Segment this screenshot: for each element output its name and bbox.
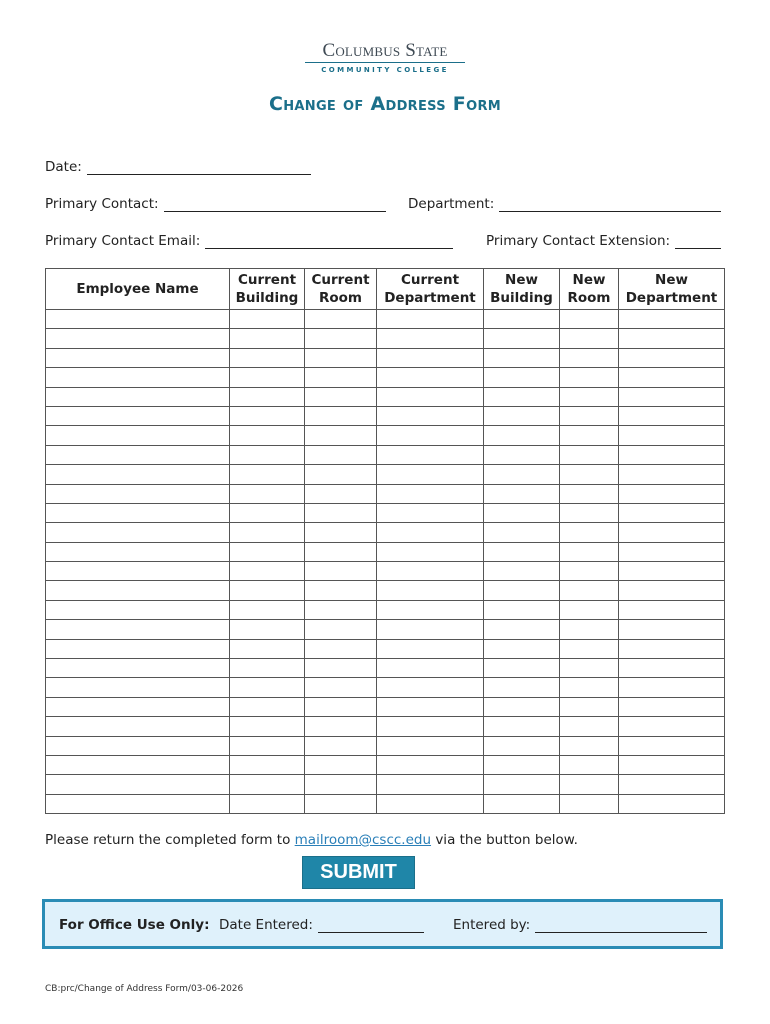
cell-current-building[interactable] — [230, 678, 305, 697]
cell-current-building[interactable] — [230, 445, 305, 464]
cell-current-room[interactable] — [305, 775, 377, 794]
return-text-prefix: Please return the completed form to — [45, 832, 295, 848]
cell-employee-name[interactable] — [46, 465, 230, 484]
column-header-new-room: New Room — [560, 269, 619, 310]
cell-employee-name[interactable] — [46, 659, 230, 678]
cell-current-building[interactable] — [230, 387, 305, 406]
cell-current-building[interactable] — [230, 465, 305, 484]
cell-new-building[interactable] — [484, 503, 560, 522]
cell-new-department[interactable] — [619, 484, 725, 503]
cell-new-room[interactable] — [560, 697, 619, 716]
cell-current-department[interactable] — [377, 426, 484, 445]
primary-contact-email-input-line[interactable] — [205, 234, 453, 249]
cell-new-department[interactable] — [619, 523, 725, 542]
cell-new-room[interactable] — [560, 794, 619, 813]
cell-new-department[interactable] — [619, 659, 725, 678]
cell-new-room[interactable] — [560, 755, 619, 774]
cell-current-room[interactable] — [305, 503, 377, 522]
table-row — [46, 775, 725, 794]
cell-new-building[interactable] — [484, 406, 560, 425]
cell-employee-name[interactable] — [46, 562, 230, 581]
table-row — [46, 794, 725, 813]
cell-new-building[interactable] — [484, 387, 560, 406]
table-header-row — [46, 269, 725, 310]
table-row — [46, 620, 725, 639]
cell-new-room[interactable] — [560, 329, 619, 348]
date-entered-field — [219, 917, 424, 933]
cell-new-department[interactable] — [619, 445, 725, 464]
cell-employee-name[interactable] — [46, 620, 230, 639]
table-row — [46, 639, 725, 658]
cell-employee-name[interactable] — [46, 310, 230, 329]
primary-contact-extension-input-line[interactable] — [675, 234, 721, 249]
cell-employee-name[interactable] — [46, 348, 230, 367]
cell-current-department[interactable] — [377, 542, 484, 561]
cell-new-room[interactable] — [560, 659, 619, 678]
cell-current-building[interactable] — [230, 775, 305, 794]
cell-new-room[interactable] — [560, 310, 619, 329]
table-row — [46, 678, 725, 697]
cell-current-department[interactable] — [377, 387, 484, 406]
logo-divider — [305, 62, 465, 63]
department-field — [408, 196, 721, 212]
cell-new-building[interactable] — [484, 581, 560, 600]
cell-current-building[interactable] — [230, 348, 305, 367]
cell-current-department[interactable] — [377, 600, 484, 619]
cell-new-department[interactable] — [619, 600, 725, 619]
cell-employee-name[interactable] — [46, 368, 230, 387]
cell-new-building[interactable] — [484, 523, 560, 542]
document-footer: CB:prc/Change of Address Form/03-06-2026 — [45, 984, 244, 994]
employee-address-table — [45, 268, 725, 814]
cell-current-room[interactable] — [305, 406, 377, 425]
column-header-current-department: Current Department — [377, 269, 484, 310]
cell-employee-name[interactable] — [46, 678, 230, 697]
office-use-box — [42, 899, 723, 949]
cell-current-room[interactable] — [305, 465, 377, 484]
cell-current-room[interactable] — [305, 717, 377, 736]
cell-current-room[interactable] — [305, 348, 377, 367]
column-header-employee-name: Employee Name — [46, 269, 230, 310]
cell-current-department[interactable] — [377, 368, 484, 387]
cell-new-building[interactable] — [484, 542, 560, 561]
cell-current-building[interactable] — [230, 794, 305, 813]
cell-new-building[interactable] — [484, 639, 560, 658]
office-use-label: For Office Use Only: — [59, 917, 210, 933]
cell-new-building[interactable] — [484, 678, 560, 697]
cell-current-building[interactable] — [230, 736, 305, 755]
cell-employee-name[interactable] — [46, 542, 230, 561]
cell-new-room[interactable] — [560, 600, 619, 619]
cell-new-building[interactable] — [484, 620, 560, 639]
cell-current-department[interactable] — [377, 659, 484, 678]
cell-new-building[interactable] — [484, 775, 560, 794]
cell-new-department[interactable] — [619, 755, 725, 774]
cell-new-department[interactable] — [619, 406, 725, 425]
entered-by-input-line[interactable] — [535, 918, 707, 933]
column-header-new-department: New Department — [619, 269, 725, 310]
cell-current-building[interactable] — [230, 426, 305, 445]
cell-current-building[interactable] — [230, 542, 305, 561]
entered-by-label: Entered by: — [453, 917, 531, 933]
cell-current-room[interactable] — [305, 794, 377, 813]
cell-current-room[interactable] — [305, 484, 377, 503]
cell-employee-name[interactable] — [46, 484, 230, 503]
cell-current-department[interactable] — [377, 445, 484, 464]
cell-current-department[interactable] — [377, 639, 484, 658]
cell-current-building[interactable] — [230, 503, 305, 522]
cell-current-department[interactable] — [377, 503, 484, 522]
cell-new-room[interactable] — [560, 678, 619, 697]
table-row — [46, 310, 725, 329]
department-label: Department: — [408, 196, 495, 212]
cell-new-room[interactable] — [560, 445, 619, 464]
cell-new-building[interactable] — [484, 368, 560, 387]
cell-current-department[interactable] — [377, 581, 484, 600]
cell-current-building[interactable] — [230, 406, 305, 425]
cell-employee-name[interactable] — [46, 503, 230, 522]
cell-new-room[interactable] — [560, 387, 619, 406]
cell-current-department[interactable] — [377, 310, 484, 329]
cell-current-department[interactable] — [377, 465, 484, 484]
cell-current-room[interactable] — [305, 387, 377, 406]
cell-current-department[interactable] — [377, 562, 484, 581]
return-instructions — [45, 832, 578, 848]
cell-employee-name[interactable] — [46, 523, 230, 542]
cell-current-building[interactable] — [230, 639, 305, 658]
cell-new-building[interactable] — [484, 697, 560, 716]
cell-new-room[interactable] — [560, 348, 619, 367]
cell-new-department[interactable] — [619, 503, 725, 522]
cell-current-room[interactable] — [305, 368, 377, 387]
cell-current-building[interactable] — [230, 717, 305, 736]
college-logo — [305, 40, 465, 74]
cell-new-department[interactable] — [619, 542, 725, 561]
table-row — [46, 523, 725, 542]
cell-new-building[interactable] — [484, 426, 560, 445]
table-row — [46, 659, 725, 678]
cell-new-department[interactable] — [619, 387, 725, 406]
cell-new-department[interactable] — [619, 736, 725, 755]
cell-new-department[interactable] — [619, 639, 725, 658]
cell-current-room[interactable] — [305, 426, 377, 445]
logo-name: Columbus State — [322, 40, 448, 61]
cell-new-building[interactable] — [484, 329, 560, 348]
cell-current-department[interactable] — [377, 736, 484, 755]
cell-current-room[interactable] — [305, 659, 377, 678]
table-row — [46, 503, 725, 522]
cell-new-room[interactable] — [560, 426, 619, 445]
cell-current-building[interactable] — [230, 310, 305, 329]
cell-new-building[interactable] — [484, 794, 560, 813]
primary-contact-email-label: Primary Contact Email: — [45, 233, 201, 249]
date-input-line[interactable] — [87, 160, 311, 175]
cell-current-room[interactable] — [305, 310, 377, 329]
table-row — [46, 387, 725, 406]
cell-current-building[interactable] — [230, 659, 305, 678]
cell-new-building[interactable] — [484, 465, 560, 484]
cell-new-building[interactable] — [484, 348, 560, 367]
cell-new-building[interactable] — [484, 562, 560, 581]
cell-current-room[interactable] — [305, 697, 377, 716]
cell-employee-name[interactable] — [46, 755, 230, 774]
cell-current-department[interactable] — [377, 484, 484, 503]
cell-employee-name[interactable] — [46, 406, 230, 425]
cell-current-building[interactable] — [230, 329, 305, 348]
table-row — [46, 755, 725, 774]
cell-current-department[interactable] — [377, 329, 484, 348]
cell-current-building[interactable] — [230, 755, 305, 774]
table-row — [46, 542, 725, 561]
cell-current-room[interactable] — [305, 523, 377, 542]
table-body — [46, 310, 725, 814]
department-input-line[interactable] — [499, 197, 721, 212]
date-label: Date: — [45, 159, 82, 175]
cell-employee-name[interactable] — [46, 581, 230, 600]
table-row — [46, 445, 725, 464]
date-field — [45, 159, 311, 175]
table-row — [46, 717, 725, 736]
cell-new-building[interactable] — [484, 659, 560, 678]
submit-button[interactable]: SUBMIT — [302, 856, 415, 889]
cell-new-department[interactable] — [619, 620, 725, 639]
primary-contact-extension-label: Primary Contact Extension: — [486, 233, 671, 249]
cell-current-department[interactable] — [377, 523, 484, 542]
cell-new-room[interactable] — [560, 465, 619, 484]
primary-contact-input-line[interactable] — [164, 197, 386, 212]
primary-contact-label: Primary Contact: — [45, 196, 159, 212]
cell-new-department[interactable] — [619, 348, 725, 367]
cell-current-building[interactable] — [230, 562, 305, 581]
primary-contact-field — [45, 196, 386, 212]
cell-current-room[interactable] — [305, 678, 377, 697]
cell-employee-name[interactable] — [46, 736, 230, 755]
cell-new-department[interactable] — [619, 794, 725, 813]
table-row — [46, 426, 725, 445]
cell-current-room[interactable] — [305, 581, 377, 600]
cell-current-building[interactable] — [230, 484, 305, 503]
cell-current-department[interactable] — [377, 348, 484, 367]
cell-new-building[interactable] — [484, 736, 560, 755]
cell-new-building[interactable] — [484, 484, 560, 503]
cell-new-department[interactable] — [619, 775, 725, 794]
table-row — [46, 736, 725, 755]
cell-current-department[interactable] — [377, 717, 484, 736]
cell-new-building[interactable] — [484, 600, 560, 619]
cell-new-department[interactable] — [619, 697, 725, 716]
table-row — [46, 465, 725, 484]
cell-current-room[interactable] — [305, 620, 377, 639]
mailroom-email-link[interactable]: mailroom@cscc.edu — [294, 832, 432, 848]
cell-new-room[interactable] — [560, 736, 619, 755]
cell-new-department[interactable] — [619, 678, 725, 697]
table-row — [46, 329, 725, 348]
table-row — [46, 562, 725, 581]
cell-new-room[interactable] — [560, 581, 619, 600]
cell-current-building[interactable] — [230, 697, 305, 716]
cell-new-room[interactable] — [560, 639, 619, 658]
cell-current-building[interactable] — [230, 581, 305, 600]
date-entered-input-line[interactable] — [318, 918, 424, 933]
form-title: Change of Address Form — [269, 93, 501, 115]
cell-employee-name[interactable] — [46, 697, 230, 716]
cell-current-building[interactable] — [230, 368, 305, 387]
cell-employee-name[interactable] — [46, 387, 230, 406]
cell-current-department[interactable] — [377, 775, 484, 794]
logo-subtitle: COMMUNITY COLLEGE — [321, 66, 449, 74]
cell-new-department[interactable] — [619, 310, 725, 329]
cell-new-building[interactable] — [484, 755, 560, 774]
cell-current-room[interactable] — [305, 562, 377, 581]
cell-new-department[interactable] — [619, 465, 725, 484]
cell-employee-name[interactable] — [46, 639, 230, 658]
table-row — [46, 697, 725, 716]
primary-contact-email-field — [45, 233, 453, 249]
cell-current-department[interactable] — [377, 406, 484, 425]
cell-current-department[interactable] — [377, 755, 484, 774]
cell-current-room[interactable] — [305, 736, 377, 755]
column-header-new-building: New Building — [484, 269, 560, 310]
cell-employee-name[interactable] — [46, 794, 230, 813]
cell-new-department[interactable] — [619, 581, 725, 600]
cell-new-department[interactable] — [619, 717, 725, 736]
table-row — [46, 484, 725, 503]
cell-new-room[interactable] — [560, 717, 619, 736]
cell-new-room[interactable] — [560, 368, 619, 387]
cell-new-room[interactable] — [560, 484, 619, 503]
table-row — [46, 406, 725, 425]
date-entered-label: Date Entered: — [219, 917, 313, 933]
cell-current-department[interactable] — [377, 697, 484, 716]
cell-new-building[interactable] — [484, 445, 560, 464]
cell-new-building[interactable] — [484, 310, 560, 329]
table-row — [46, 600, 725, 619]
column-header-current-building: Current Building — [230, 269, 305, 310]
cell-new-room[interactable] — [560, 562, 619, 581]
table-row — [46, 348, 725, 367]
cell-new-department[interactable] — [619, 368, 725, 387]
cell-employee-name[interactable] — [46, 445, 230, 464]
cell-current-building[interactable] — [230, 600, 305, 619]
cell-new-room[interactable] — [560, 503, 619, 522]
cell-new-room[interactable] — [560, 542, 619, 561]
table-row — [46, 581, 725, 600]
cell-employee-name[interactable] — [46, 600, 230, 619]
cell-current-room[interactable] — [305, 755, 377, 774]
cell-employee-name[interactable] — [46, 717, 230, 736]
return-text-suffix: via the button below. — [431, 832, 578, 848]
cell-employee-name[interactable] — [46, 775, 230, 794]
cell-new-department[interactable] — [619, 562, 725, 581]
cell-new-room[interactable] — [560, 775, 619, 794]
cell-employee-name[interactable] — [46, 426, 230, 445]
cell-current-department[interactable] — [377, 620, 484, 639]
entered-by-field — [453, 917, 707, 933]
table-row — [46, 368, 725, 387]
cell-new-department[interactable] — [619, 426, 725, 445]
cell-current-room[interactable] — [305, 329, 377, 348]
cell-current-building[interactable] — [230, 620, 305, 639]
cell-current-building[interactable] — [230, 523, 305, 542]
column-header-current-room: Current Room — [305, 269, 377, 310]
cell-current-room[interactable] — [305, 639, 377, 658]
cell-current-room[interactable] — [305, 445, 377, 464]
primary-contact-extension-field — [486, 233, 721, 249]
cell-new-room[interactable] — [560, 406, 619, 425]
cell-new-building[interactable] — [484, 717, 560, 736]
cell-new-room[interactable] — [560, 620, 619, 639]
cell-current-room[interactable] — [305, 600, 377, 619]
cell-current-room[interactable] — [305, 542, 377, 561]
cell-new-room[interactable] — [560, 523, 619, 542]
cell-current-department[interactable] — [377, 678, 484, 697]
cell-current-department[interactable] — [377, 794, 484, 813]
cell-new-department[interactable] — [619, 329, 725, 348]
cell-employee-name[interactable] — [46, 329, 230, 348]
